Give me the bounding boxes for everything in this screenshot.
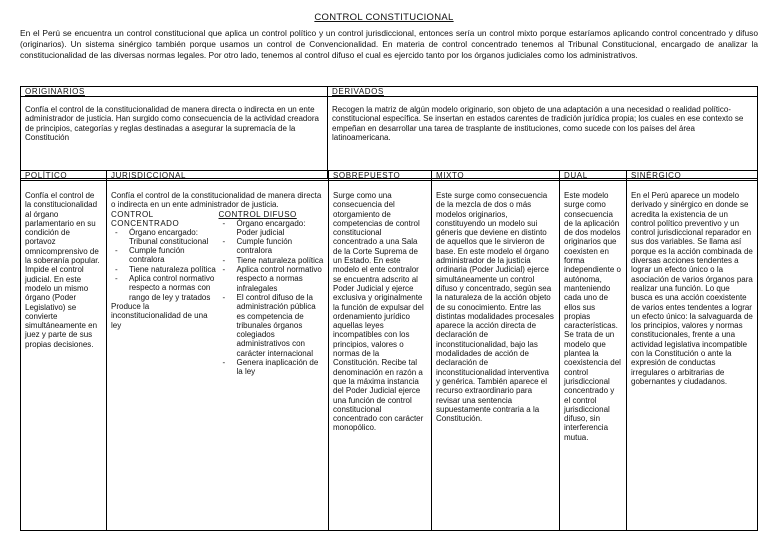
control-difuso-column [219, 210, 325, 377]
list-item: - Cumple función contralora [129, 246, 217, 265]
list-item: - Tiene naturaleza política [129, 265, 217, 274]
dual-text: Este modelo surge como consecuencia de la aplicación de dos modelos originarios que coexisten en forma independiente o autónoma, manteniendo cada uno de ellos sus propias características. Se trata de un modelo que plantea la coexistencia del control jurisdiccional concentrado y el control jurisdiccional difuso, sin interferencia mutua. [560, 181, 627, 531]
list-item: - Órgano encargado: Tribunal constitucional [129, 228, 217, 247]
document-title: CONTROL CONSTITUCIONAL [314, 12, 454, 23]
list-item: - Tiene naturaleza política [237, 256, 325, 265]
control-concentrado-list [111, 228, 217, 302]
control-difuso-header: CONTROL DIFUSO [218, 209, 297, 219]
dual-header: DUAL [560, 171, 627, 181]
control-concentrado-column [111, 210, 217, 377]
jurisdiccional-header: JURISDICCIONAL [107, 171, 329, 181]
control-difuso-list [219, 219, 325, 377]
sinergico-text: En el Perú aparece un modelo derivado y sinérgico en donde se acredita la existencia de un control político preventivo y un control jurisdiccional reparador en sus dos variables. Se llama así porque es la acción combinada de diversas acciones tendentes a lograr un efecto único o la asociación de varios órganos para realizar una función. Lo que busca es una acción coexistente de varios entes tendentes a lograr un efecto único: la salvaguarda de los principios, valores y normas constitucionales, frente a una actividad legislativa incompatible con la Constitución o ante la expresión de conductas irregulares o arbitrarias de gobernantes y ciudadanos. [627, 181, 758, 531]
list-item: - Genera inaplicación de la ley [237, 358, 325, 377]
mixto-text: Este surge como consecuencia de la mezcla de dos o más modelos originarios, constituyendo un modelo sui géneris que deviene en distinto de aquellos que le sirvieron de base. En este modelo el órgano administrador de la justicia ordinaria (Poder Judicial) ejerce simultáneamente un control difuso y concentrado, según sea la naturaleza de la acción objeto de su conocimiento. Entre las distintas modalidades procesales aparece la acción directa de declaración de inconstitucionalidad, bajo las modalidades de acción de declaración de inconstitucionalidad interventiva y genérica. También aparece el recurso extraordinario para revisar una sentencia supuestamente contraria a la Constitución. [432, 181, 560, 531]
sobrepuesto-header: SOBREPUESTO [329, 171, 432, 181]
control-concentrado-note: Produce la inconstitucionalidad de una ley [111, 301, 208, 330]
intro-paragraph: En el Perú se encuentra un control constitucional que aplica un control político y un control jurisdiccional, entonces sería un control mixto porque estaríamos aplicando control concentrado y difuso (originarios). Un sistema sinérgico también porque usamos un control de Convencionalidad. En materia de control concentrado tenemos al Tribunal Constitucional, encargado de analizar la constitucionalidad de las diversas normas legales. Por otro lado, tenemos al control difuso el cual es ejercido tanto por los órganos judiciales como los administrativos. [20, 28, 758, 60]
list-item: - Aplica control normativo respecto a normas con rango de ley y tratados [129, 274, 217, 302]
jurisdiccional-subcolumns [111, 210, 324, 377]
list-item: - El control difuso de la administración pública es competencia de tribunales órganos colegiados administrativos con carácter internacional [237, 293, 325, 358]
originarios-text: Confía el control de la constitucionalidad de manera directa o indirecta en un ente administrador de justicia. Han surgido como consecuencia de la actividad creadora de principios, categorías y reglas destinadas a asegurar la supremacía de la Constitución [21, 97, 328, 179]
list-item: - Órgano encargado: Poder judicial [237, 219, 325, 238]
control-concentrado-header: CONTROL CONCENTRADO [111, 209, 180, 228]
jurisdiccional-text: Confía el control de la constitucionalidad de manera directa o indirecta en un ente administrador de justicia. [111, 191, 322, 210]
originarios-header: ORIGINARIOS [21, 87, 328, 97]
politico-text: Confía el control de la constitucionalidad al órgano parlamentario en su condición de portavoz omnicomprensivo de la soberanía popular. Impide el control judicial. En este modelo un mismo órgano (Poder Legislativo) se convierte simultáneamente en juez y parte de sus propias decisiones. [21, 181, 107, 531]
list-item: - Aplica control normativo respecto a normas infralegales [237, 265, 325, 293]
models-table-bottom [20, 170, 758, 531]
models-table-top [20, 86, 758, 179]
list-item: - Cumple función contralora [237, 237, 325, 256]
mixto-header: MIXTO [432, 171, 560, 181]
sobrepuesto-text: Surge como una consecuencia del otorgamiento de competencias de control constitucional concentrado a una Sala de la Corte Suprema de un Estado. En este modelo el ente contralor se encuentra adscrito al Poder Judicial y ejerce exclusiva y originalmente la función de expulsar del ordenamiento jurídico aquellas leyes incompatibles con los principios, valores o normas de la Constitución. Recibe tal denominación en razón a que la máxima instancia del Poder Judicial ejerce una función de control constitucional concentrado con carácter monopólico. [329, 181, 432, 531]
jurisdiccional-cell [107, 181, 329, 531]
derivados-header: DERIVADOS [328, 87, 758, 97]
politico-header: POLÍTICO [21, 171, 107, 181]
derivados-text: Recogen la matriz de algún modelo originario, son objeto de una adaptación a una necesidad o realidad político-constitucional específica. Se insertan en estados carentes de tradición jurídica propia; los cuales en ese contexto se empeñan en desarrollar una tarea de trasplante de instituciones, como sucede con los países del área latinoamericana. [328, 97, 758, 179]
sinergico-header: SINÉRGICO [627, 171, 758, 181]
